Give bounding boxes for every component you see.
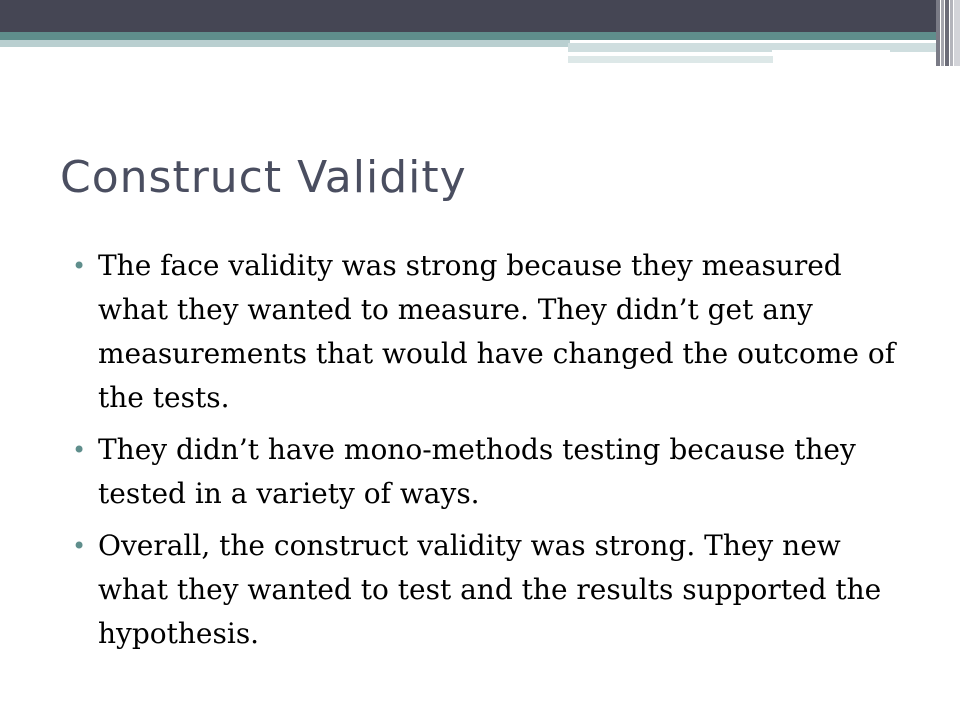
bullet-list — [72, 244, 902, 664]
bullet-item — [72, 428, 902, 516]
decorative-header-banner — [0, 0, 960, 70]
bullet-text: They didn’t have mono-methods testing because they tested in a variety of ways. — [98, 433, 856, 510]
banner-accent-line — [772, 50, 890, 52]
banner-edge-stripe — [954, 0, 960, 66]
banner-teal-band — [0, 32, 936, 40]
bullet-item — [72, 524, 902, 656]
banner-edge-stripe — [936, 0, 940, 66]
banner-edge-stripe — [950, 0, 953, 66]
bullet-item — [72, 244, 902, 420]
banner-dark-band — [0, 0, 936, 32]
bullet-dot-icon: • — [72, 532, 87, 560]
banner-light-band — [568, 56, 773, 63]
bullet-text: Overall, the construct validity was strong. They new what they wanted to test and the results supported the hypothesis. — [98, 529, 882, 650]
slide-title: Construct Validity — [60, 152, 467, 203]
bullet-dot-icon: • — [72, 436, 87, 464]
bullet-text: The face validity was strong because they measured what they wanted to measure. They didn’t get any measurements that would have changed the outcome of the tests. — [98, 249, 896, 414]
banner-edge-stripe — [941, 0, 944, 66]
bullet-dot-icon: • — [72, 252, 87, 280]
banner-light-band — [0, 40, 570, 47]
banner-edge-stripe — [945, 0, 949, 66]
